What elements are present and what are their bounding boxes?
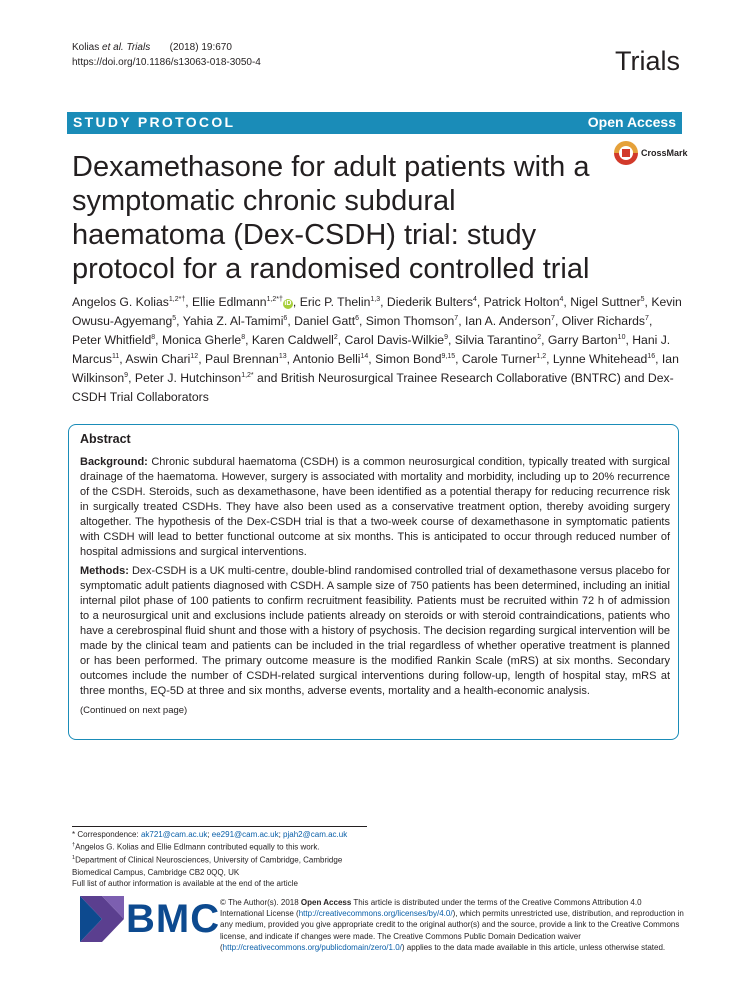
- author-name: Garry Barton: [547, 333, 618, 347]
- author-name: Antonio Belli: [292, 352, 361, 366]
- author-name: Kevin Owusu-Agyemang: [72, 295, 682, 328]
- author-affiliation: 11: [111, 352, 120, 360]
- author-affiliation: 2: [333, 333, 338, 341]
- license-statement: © The Author(s). 2018 Open Access This article is distributed under the terms of the Creative Commons Attribution 4.0 International License (http://creativecommons.org/licenses/by/4.0/), which permits unrestricted use, distribution, and reproduction in any medium, provided you give appropriate credit to the original author(s) and the source, provide a link to the Creative Commons license, and indicate if changes were made. The Creative Commons Public Domain Dedication waiver (http://creativecommons.org/publicdomain/zero/1.0/) applies to the data made available in this article, unless otherwise stated.: [220, 898, 684, 952]
- doi-link[interactable]: https://doi.org/10.1186/s13063-018-3050-4: [72, 57, 261, 68]
- author-name: Karen Caldwell: [251, 333, 334, 347]
- author-affiliation: 9: [444, 333, 448, 341]
- license-link-cc-by[interactable]: http://creativecommons.org/licenses/by/4.0/: [298, 909, 453, 919]
- author-affiliation: 5: [172, 314, 177, 322]
- author-name: Hani J. Marcus: [72, 333, 671, 366]
- abstract-body: [80, 455, 670, 718]
- author-name: Peter J. Hutchinson: [134, 371, 242, 385]
- author-affiliation: 9,15: [441, 352, 456, 360]
- author-name: Ian Wilkinson: [72, 352, 679, 385]
- affiliation-1: $^1$Department of Clinical Neurosciences, University of Cambridge, Cambridge: [72, 855, 343, 866]
- author-name: Paul Brennan: [204, 352, 279, 366]
- author-affiliation: 7: [551, 314, 555, 322]
- author-affiliation: 7: [645, 314, 649, 322]
- license-link-cc0[interactable]: http://creativecommons.org/publicdomain/zero/1.0/: [222, 942, 402, 952]
- background-text: Chronic subdural haematoma (CSDH) is a common neurosurgical condition, typically treated with surgical drainage of the haematoma. However, surgery is associated with mortality and morbidity, including up to 20% recurrence of the CSDH. Steroids, such as dexamethasone, have been identified as a potential therapy for reducing recurrence risk in surgically treated CSDHs. They have also been used as a conservative treatment option, thereby avoiding surgery altogether. The hypothesis of the Dex-CSDH trial is that a two-week course of dexamethasone in symptomatic patients with CSDH will lead to better functional outcome at six months. This is anticipated to occur through reduced number of hospital admissions and surgical interventions.: [80, 456, 670, 558]
- article-title: Dexamethasone for adult patients with a symptomatic chronic subdural haematoma (Dex-CSDH) trial: study protocol for a randomised controlled trial: [72, 151, 590, 285]
- author-affiliation: 5: [640, 295, 645, 303]
- journal-name: Trials: [615, 46, 680, 76]
- author-name: Eric P. Thelin: [299, 295, 371, 309]
- citation-journal: et al. Trials: [102, 42, 151, 53]
- bmc-logo: [80, 896, 221, 942]
- author-name: Yahia Z. Al-Tamimi: [182, 314, 284, 328]
- abstract-methods: [80, 564, 670, 699]
- affiliation-1-cont: Biomedical Campus, Cambridge CB2 0QQ, UK: [72, 867, 240, 877]
- email-link-2[interactable]: ee291@cam.ac.uk: [211, 830, 279, 839]
- footnote-divider: [72, 826, 367, 827]
- author-name: Lynne Whitehead: [552, 352, 648, 366]
- author-affiliation: 10: [617, 333, 626, 341]
- author-affiliation: 2: [537, 333, 542, 341]
- author-name: Peter Whitfield: [72, 333, 152, 347]
- author-list-tail: and British Neurosurgical Trainee Research Collaborative (BNTRC) and Dex-CSDH Trial Collaborators: [72, 371, 674, 404]
- correspondence-line: * Correspondence: ak721@cam.ac.uk; ee291@cam.ac.uk; pjah2@cam.ac.uk: [72, 830, 348, 839]
- background-label: Background:: [80, 456, 148, 468]
- author-affiliation: 8: [241, 333, 246, 341]
- author-name: Aswin Chari: [125, 352, 191, 366]
- author-affiliation: 7: [454, 314, 459, 322]
- continued-note: (Continued on next page): [80, 705, 188, 716]
- footnotes: [72, 829, 382, 889]
- author-name: Oliver Richards: [561, 314, 646, 328]
- crossmark-button[interactable]: [614, 141, 688, 167]
- author-affiliation: 1,3: [370, 295, 381, 303]
- equal-contribution-note: †Angelos G. Kolias and Ellie Edlmann contributed equally to this work.: [72, 842, 320, 853]
- citation-authors: Kolias: [72, 42, 100, 53]
- abstract-heading: Abstract: [80, 432, 131, 446]
- author-affiliation: 4: [559, 295, 564, 303]
- author-name: Daniel Gatt: [294, 314, 356, 328]
- orcid-icon[interactable]: iD: [284, 300, 292, 307]
- license-open-access: Open Access: [300, 898, 352, 907]
- bmc-logo-icon: [80, 896, 124, 942]
- author-name: Diederik Bulters: [386, 295, 473, 309]
- article-type-banner: [67, 112, 682, 134]
- citation-line: [72, 40, 261, 55]
- author-name: Ian A. Anderson: [464, 314, 552, 328]
- full-author-info-note: Full list of author information is available at the end of the article: [72, 878, 298, 888]
- methods-label: Methods:: [80, 565, 129, 577]
- author-affiliation: 4: [472, 295, 477, 303]
- author-names: Angelos G. Kolias$^{1,2*\dagger}$, Ellie Edlmann$^{1,2*\dagger}$iD , Eric P. Thelin$^{1,3}$, Diederik Bulters$^4$, Patrick Holton$^4$, Nigel Suttner$^5$, Kevin Owusu-Agyemang$^5$, Yahia Z. Al-Tamimi$^6$, Daniel Gatt$^6$, Simon Thomson$^7$, Ian A. Anderson$^7$, Oliver Richards$^7$, Peter Whitfield$^8$, Monica Gherle$^8$, Karen Caldwell$^2$, Carol Davis-Wilkie$^9$, Silvia Tarantino$^2$, Garry Barton$^{10}$, Hani J. Marcus$^{11}$, Aswin Chari$^{12}$, Paul Brennan$^{13}$, Antonio Belli$^{14}$, Simon Bond$^{9,15}$, Carole Turner$^{1,2}$, Lynne Whitehead$^{16}$, Ian Wilkinson$^9$, Peter J. Hutchinson$^{1,2*}$: [72, 295, 682, 385]
- author-affiliation: 14: [360, 352, 369, 360]
- abstract-box: [68, 424, 679, 740]
- author-list: [72, 293, 684, 407]
- author-affiliation: 1,2: [536, 352, 547, 360]
- author-name: Carol Davis-Wilkie: [344, 333, 445, 347]
- author-name: Patrick Holton: [483, 295, 560, 309]
- email-link-3[interactable]: pjah2@cam.ac.uk: [283, 830, 348, 839]
- author-name: Simon Bond: [375, 352, 442, 366]
- email-link-1[interactable]: ak721@cam.ac.uk: [140, 830, 208, 839]
- author-name: Silvia Tarantino: [454, 333, 538, 347]
- author-affiliation: 1,2*†: [168, 295, 186, 303]
- author-affiliation: 12: [190, 352, 199, 360]
- citation-year-volume: (2018) 19:670: [169, 42, 232, 53]
- crossmark-label: CrossMark: [641, 148, 688, 158]
- author-affiliation: 6: [283, 314, 288, 322]
- author-name: Ellie Edlmann: [192, 295, 267, 309]
- author-affiliation: 8: [151, 333, 156, 341]
- author-name: Monica Gherle: [161, 333, 242, 347]
- author-affiliation: 1,2*†: [266, 295, 283, 303]
- author-affiliation: 6: [355, 314, 359, 322]
- author-name: Carole Turner: [461, 352, 537, 366]
- author-name: Angelos G. Kolias: [72, 295, 169, 309]
- author-name: Simon Thomson: [365, 314, 455, 328]
- running-header: [72, 40, 261, 70]
- author-affiliation: 1,2*: [241, 371, 254, 379]
- correspondence-label: * Correspondence:: [72, 830, 141, 839]
- bmc-logo-text: BMC: [126, 897, 221, 941]
- author-name: Nigel Suttner: [570, 295, 641, 309]
- methods-text: Dex-CSDH is a UK multi-centre, double-blind randomised controlled trial of dexamethasone versus placebo for symptomatic adult patients diagnosed with CSDH. A sample size of 750 patients has been determined, including an initial internal pilot phase of 100 patients to confirm recruitment feasibility. Patients must be recruited within 72 h of admission to a neurosurgical unit and exclusions include patients already on steroids or with steroid contraindications, patients who have a cerebrospinal fluid shunt and those with a history of psychosis. The decision regarding surgical intervention will be made by the clinical team and patients can be included in the trial regardless of whether operative treatment is planned or has been performed. The primary outcome measure is the modified Rankin Scale (mRS) at six months. Secondary outcomes include the number of CSDH-related surgical interventions during follow-up, length of hospital stay, mRS at three months, EQ-5D at three and six months, adverse events, mortality and a health-economic analysis.: [80, 565, 670, 697]
- author-affiliation: 13: [278, 352, 287, 360]
- article-type: STUDY PROTOCOL: [73, 114, 236, 130]
- author-affiliation: 16: [647, 352, 656, 360]
- author-affiliation: 9: [124, 371, 129, 379]
- abstract-background: [80, 455, 670, 560]
- open-access-label: Open Access: [587, 114, 676, 130]
